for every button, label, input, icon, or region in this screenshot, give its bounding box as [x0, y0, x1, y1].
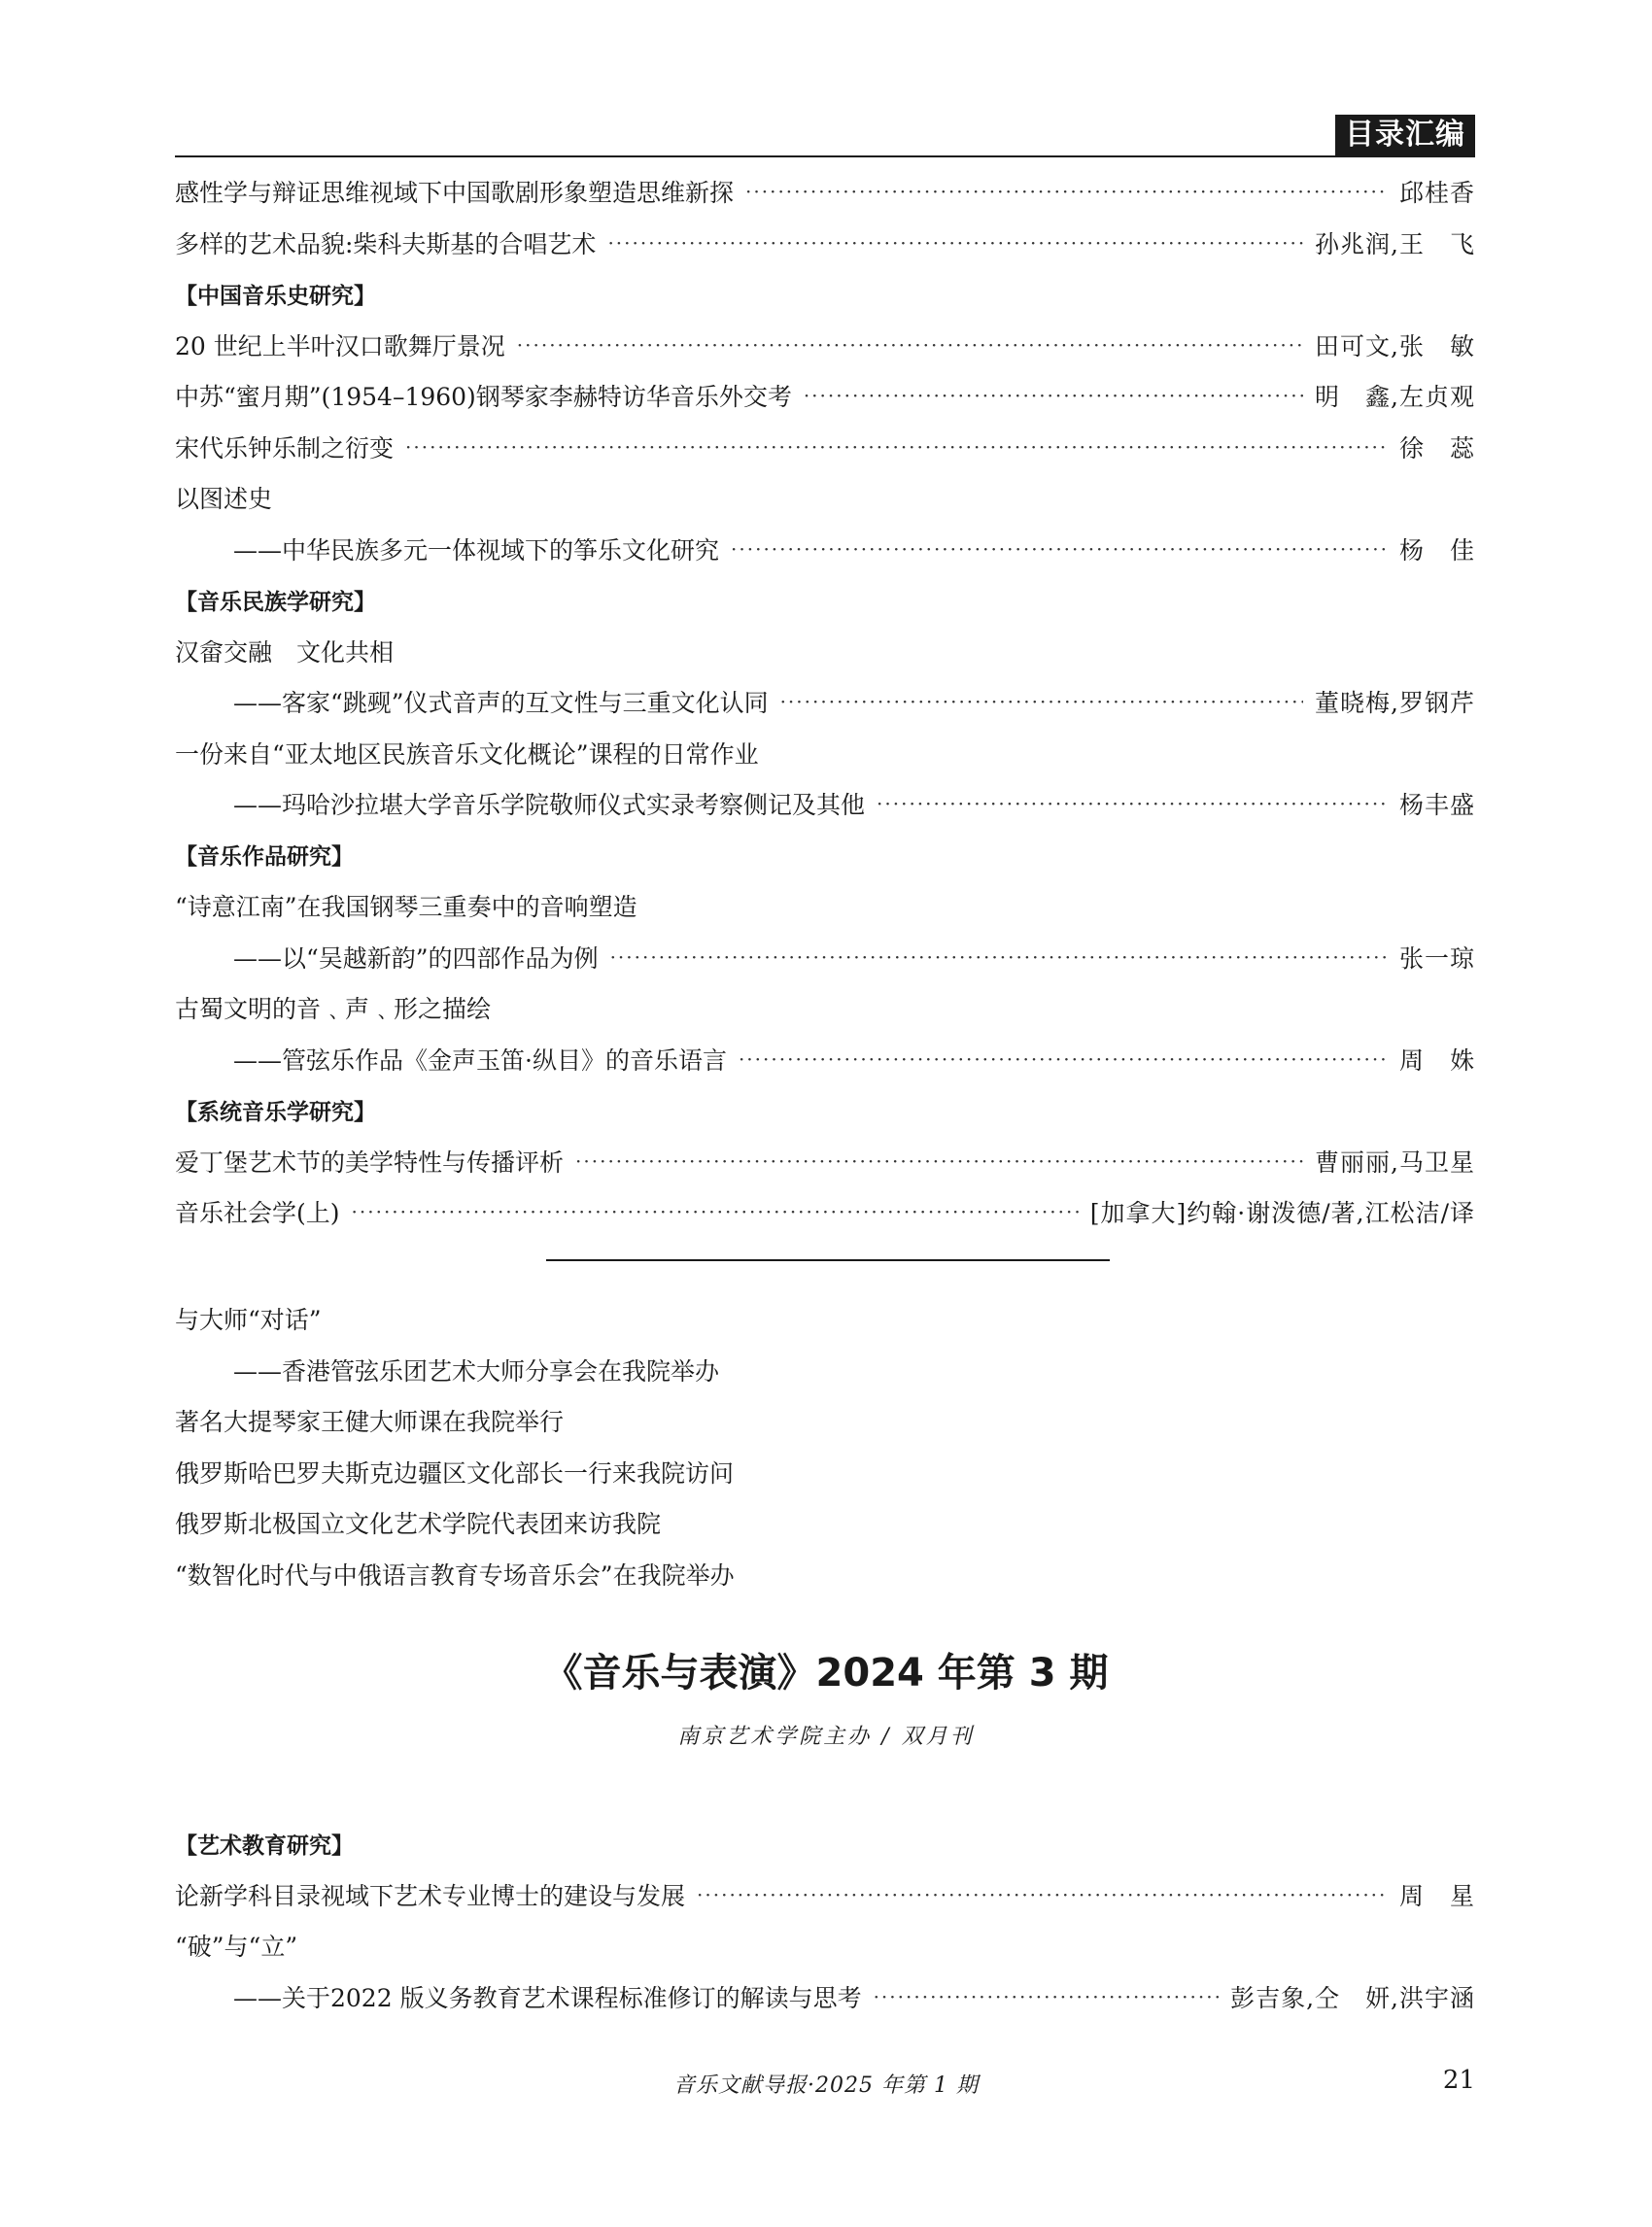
entry-title: 音乐社会学(上) [175, 1199, 340, 1228]
entry-author: 彭吉象,仝 妍,洪宇涵 [1230, 1983, 1475, 2012]
toc-entry [175, 1869, 1475, 1921]
toc-plain-line [175, 1345, 1475, 1396]
dot-leader [780, 690, 1303, 713]
toc-entry [175, 676, 1475, 728]
toc-plain-line [175, 1447, 1475, 1498]
dot-leader [731, 537, 1388, 561]
entry-title: ——中华民族多元一体视域下的筝乐文化研究 [233, 535, 720, 565]
toc-entry [175, 1034, 1475, 1085]
entry-title: 宋代乐钟乐制之衍变 [175, 433, 395, 463]
toc-line-text: 与大师“对话” [175, 1306, 322, 1335]
footer-journal: 音乐文献导报·2025 年第 1 期 [673, 2073, 979, 2098]
entry-title: ——玛哈沙拉堪大学音乐学院敬师仪式实录考察侧记及其他 [233, 791, 866, 820]
header-rule [175, 155, 1475, 157]
issue-subtitle: 南京艺术学院主办 / 双月刊 [677, 1725, 975, 1749]
section-heading [175, 1084, 1475, 1136]
toc-entry [175, 166, 1475, 218]
entry-author: [加拿大]约翰·谢泼德/著,江松洁/译 [1089, 1199, 1475, 1228]
section-heading-text: 【音乐民族学研究】 [175, 589, 376, 615]
entry-title: 感性学与辩证思维视域下中国歌剧形象塑造思维新探 [175, 179, 735, 208]
entry-author: 董晓梅,罗钢芹 [1315, 689, 1475, 718]
toc-plain-line [175, 982, 1475, 1034]
section-heading-text: 【艺术教育研究】 [175, 1833, 354, 1859]
toc-entry [175, 524, 1475, 575]
toc-plain-line [175, 626, 1475, 677]
issue-title: 《音乐与表演》2024 年第 3 期 [543, 1651, 1109, 1696]
section-heading-text: 【音乐作品研究】 [175, 844, 354, 871]
toc-block-3 [175, 1818, 1475, 2022]
entry-title: ——管弦乐作品《金声玉笛·纵目》的音乐语言 [233, 1045, 727, 1075]
divider-rule [546, 1259, 1110, 1261]
toc-block-2 [175, 1293, 1475, 1599]
toc-entry [175, 320, 1475, 371]
dot-leader [739, 1047, 1388, 1071]
entry-title: 爱丁堡艺术节的美学特性与传播评析 [175, 1148, 565, 1177]
section-heading-text: 【中国音乐史研究】 [175, 283, 376, 309]
toc-line-text: “数智化时代与中俄语言教育专场音乐会”在我院举办 [175, 1560, 735, 1590]
page-number: 21 [1442, 2066, 1475, 2095]
dot-leader [352, 1200, 1079, 1223]
toc-line-text: ——香港管弦乐团艺术大师分享会在我院举办 [233, 1356, 720, 1386]
toc-plain-line [175, 1497, 1475, 1549]
toc-plain-line [175, 1293, 1475, 1345]
entry-title: ——以“吴越新韵”的四部作品为例 [233, 943, 599, 973]
dot-leader [405, 435, 1388, 459]
entry-author: 孙兆润,王 飞 [1315, 229, 1475, 258]
entry-author: 邱桂香 [1398, 179, 1475, 208]
dot-leader [697, 1883, 1388, 1906]
toc-entry [175, 778, 1475, 830]
toc-plain-line [175, 880, 1475, 932]
toc-plain-line [175, 1920, 1475, 1971]
dot-leader [517, 333, 1303, 357]
toc-entry [175, 1971, 1475, 2023]
dot-leader [610, 945, 1388, 969]
toc-plain-line [175, 472, 1475, 524]
entry-title: 中苏“蜜月期”(1954–1960)钢琴家李赫特访华音乐外交考 [175, 383, 792, 412]
dot-leader [877, 792, 1388, 815]
toc-block-1 [175, 166, 1475, 1238]
entry-title: 多样的艺术品貌:柴科夫斯基的合唱艺术 [175, 229, 597, 258]
section-heading [175, 830, 1475, 881]
section-badge: 目录汇编 [1335, 115, 1475, 155]
toc-line-text: “破”与“立” [175, 1933, 298, 1962]
toc-plain-line [175, 1549, 1475, 1600]
dot-leader [874, 1985, 1220, 2008]
toc-entry [175, 422, 1475, 473]
toc-line-text: 古蜀文明的音﹑声﹑形之描绘 [175, 995, 492, 1024]
toc-entry [175, 218, 1475, 269]
toc-line-text: 汉畲交融 文化共相 [175, 637, 395, 667]
entry-author: 曹丽丽,马卫星 [1315, 1148, 1475, 1177]
toc-entry [175, 1186, 1475, 1238]
toc-line-text: 以图述史 [175, 485, 273, 514]
entry-author: 张一琼 [1398, 943, 1475, 973]
section-heading [175, 1818, 1475, 1869]
entry-title: 20 世纪上半叶汉口歌舞厅景况 [175, 331, 505, 360]
toc-line-text: “诗意江南”在我国钢琴三重奏中的音响塑造 [175, 893, 637, 922]
toc-plain-line [175, 728, 1475, 779]
entry-title: ——客家“跳觋”仪式音声的互文性与三重文化认同 [233, 689, 769, 718]
entry-author: 田可文,张 敏 [1315, 331, 1475, 360]
dot-leader [745, 180, 1388, 203]
entry-author: 周 姝 [1398, 1045, 1475, 1075]
section-heading-text: 【系统音乐学研究】 [175, 1099, 376, 1125]
section-heading [175, 268, 1475, 320]
toc-entry [175, 932, 1475, 983]
toc-entry [175, 1136, 1475, 1187]
entry-author: 明 鑫,左贞观 [1315, 383, 1475, 412]
toc-line-text: 著名大提琴家王健大师课在我院举行 [175, 1408, 565, 1437]
entry-author: 周 星 [1398, 1881, 1475, 1910]
dot-leader [607, 231, 1303, 255]
entry-author: 杨 佳 [1398, 535, 1475, 565]
dot-leader [804, 384, 1303, 407]
dot-leader [575, 1149, 1303, 1173]
toc-line-text: 一份来自“亚太地区民族音乐文化概论”课程的日常作业 [175, 739, 759, 769]
entry-title: ——关于2022 版义务教育艺术课程标准修订的解读与思考 [233, 1983, 862, 2012]
section-heading [175, 574, 1475, 626]
toc-line-text: 俄罗斯北极国立文化艺术学院代表团来访我院 [175, 1510, 662, 1539]
entry-title: 论新学科目录视域下艺术专业博士的建设与发展 [175, 1881, 686, 1910]
entry-author: 徐 蕊 [1398, 433, 1475, 463]
entry-author: 杨丰盛 [1398, 791, 1475, 820]
toc-plain-line [175, 1395, 1475, 1447]
toc-entry [175, 370, 1475, 422]
toc-line-text: 俄罗斯哈巴罗夫斯克边疆区文化部长一行来我院访问 [175, 1458, 735, 1488]
